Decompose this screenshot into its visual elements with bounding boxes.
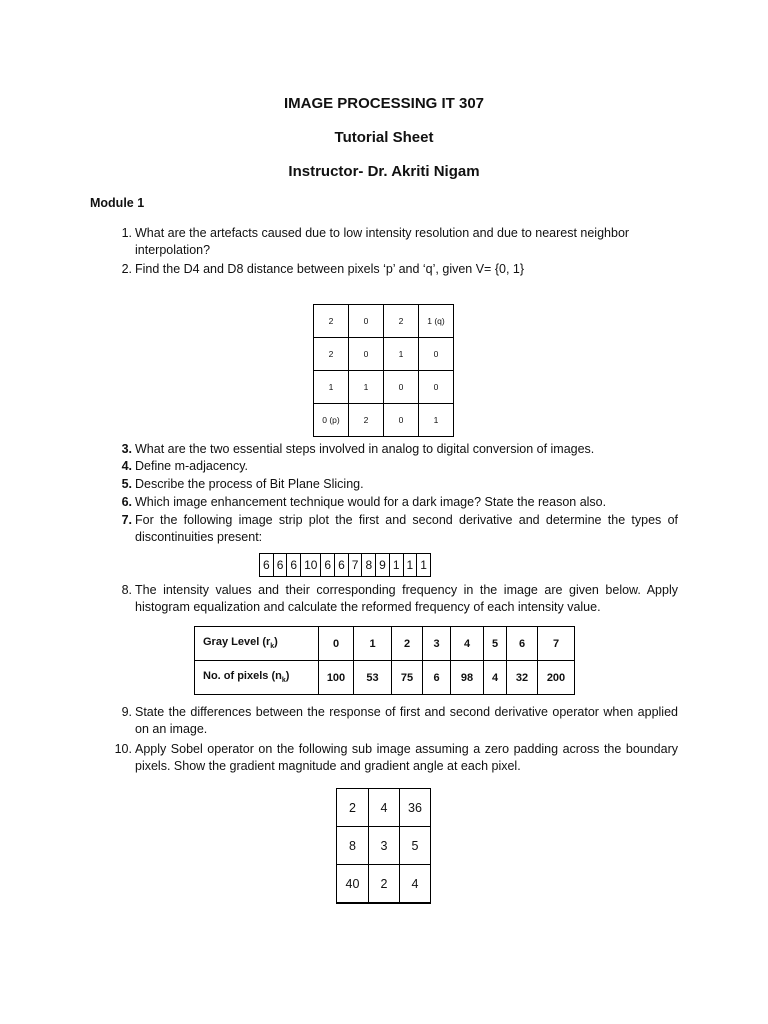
table-cell: 200 — [538, 661, 575, 695]
grid-cell: 2 — [384, 305, 419, 338]
grid-cell: 2 — [337, 789, 369, 827]
grid-cell: 5 — [400, 827, 431, 865]
question-6: 6. Which image enhancement technique would for a dark image? State the reason also. — [121, 495, 607, 509]
table-row — [260, 554, 431, 577]
grid-cell: 1 — [349, 371, 384, 404]
strip-cell: 9 — [376, 554, 390, 577]
question-1: 1. What are the artefacts caused due to low intensity resolution and due to nearest neighbor interpolation? — [121, 226, 630, 257]
grid-cell: 40 — [337, 865, 369, 904]
strip-cell: 1 — [417, 554, 431, 577]
strip-cell: 8 — [362, 554, 376, 577]
question-8: 8. The intensity values and their corresponding frequency in the image are given below. Apply histogram equalization and calculate the reformed frequency of each intensity value. — [121, 583, 678, 614]
grid-cell: 1 (q) — [419, 305, 454, 338]
table-cell: 2 — [392, 627, 423, 661]
table-row — [337, 827, 431, 865]
grid-cell: 1 — [419, 404, 454, 437]
table-cell: 3 — [423, 627, 451, 661]
grid-cell: 2 — [369, 865, 400, 904]
table-row — [195, 661, 575, 695]
grid-cell: 0 (p) — [314, 404, 349, 437]
question-5: 5. Describe the process of Bit Plane Slicing. — [121, 477, 364, 491]
table-cell: 4 — [451, 627, 484, 661]
pixel-grid-q2 — [313, 304, 454, 437]
grid-cell: 0 — [419, 338, 454, 371]
grid-cell: 8 — [337, 827, 369, 865]
histogram-table-q8 — [194, 626, 575, 695]
strip-cell: 6 — [273, 554, 287, 577]
table-cell: 1 — [354, 627, 392, 661]
grid-cell: 2 — [349, 404, 384, 437]
table-cell: 32 — [507, 661, 538, 695]
question-4: 4. Define m-adjacency. — [121, 459, 249, 473]
grid-cell: 36 — [400, 789, 431, 827]
image-strip-q7 — [259, 553, 431, 577]
strip-cell: 6 — [260, 554, 274, 577]
table-cell: 6 — [507, 627, 538, 661]
grid-cell: 0 — [349, 338, 384, 371]
table-row — [314, 404, 454, 437]
question-3: 3. What are the two essential steps involved in analog to digital conversion of images. — [121, 442, 595, 456]
table-cell: 6 — [423, 661, 451, 695]
table-cell: 53 — [354, 661, 392, 695]
question-7: 7. For the following image strip plot the first and second derivative and determine the types of discontinuities present: — [121, 513, 678, 544]
table-row — [314, 371, 454, 404]
table-cell: 75 — [392, 661, 423, 695]
grid-cell: 1 — [384, 338, 419, 371]
table-cell: 7 — [538, 627, 575, 661]
table-cell: 4 — [484, 661, 507, 695]
grid-cell: 4 — [369, 789, 400, 827]
table-cell: 5 — [484, 627, 507, 661]
strip-cell: 1 — [389, 554, 403, 577]
instructor-line: Instructor- Dr. Akriti Nigam — [288, 163, 480, 180]
grid-cell: 0 — [419, 371, 454, 404]
grid-cell: 0 — [384, 404, 419, 437]
grid-cell: 4 — [400, 865, 431, 904]
grid-cell: 0 — [384, 371, 419, 404]
strip-cell: 7 — [348, 554, 362, 577]
table-row — [337, 789, 431, 827]
strip-cell: 1 — [403, 554, 417, 577]
table-row — [337, 865, 431, 904]
sub-image-q10 — [336, 788, 431, 904]
grid-cell: 0 — [349, 305, 384, 338]
grid-cell: 2 — [314, 338, 349, 371]
table-row — [314, 305, 454, 338]
question-10: 10. Apply Sobel operator on the following sub image assuming a zero padding across the boundary pixels. Show the gradient magnitude and gradient angle at each pixel. — [114, 742, 678, 773]
gray-level-header: Gray Level $(r_k)$ — [195, 627, 319, 661]
module-heading: Module 1 — [90, 196, 145, 210]
strip-cell: 10 — [301, 554, 321, 577]
grid-cell: 2 — [314, 305, 349, 338]
table-cell: 98 — [451, 661, 484, 695]
document-subtitle: Tutorial Sheet — [334, 129, 434, 146]
strip-cell: 6 — [335, 554, 349, 577]
strip-cell: 6 — [321, 554, 335, 577]
question-9: 9. State the differences between the response of first and second derivative operator when applied on an image. — [121, 705, 678, 736]
question-2: 2. Find the D4 and D8 distance between pixels ‘p’ and ‘q’, given V= {0, 1} — [121, 262, 525, 276]
table-cell: 0 — [319, 627, 354, 661]
table-row — [314, 338, 454, 371]
document-title: IMAGE PROCESSING IT 307 — [283, 95, 485, 112]
strip-cell: 6 — [287, 554, 301, 577]
pixel-count-header: No. of pixels $(n_k)$ — [195, 661, 319, 695]
grid-cell: 3 — [369, 827, 400, 865]
table-row — [195, 627, 575, 661]
grid-cell: 1 — [314, 371, 349, 404]
table-cell: 100 — [319, 661, 354, 695]
